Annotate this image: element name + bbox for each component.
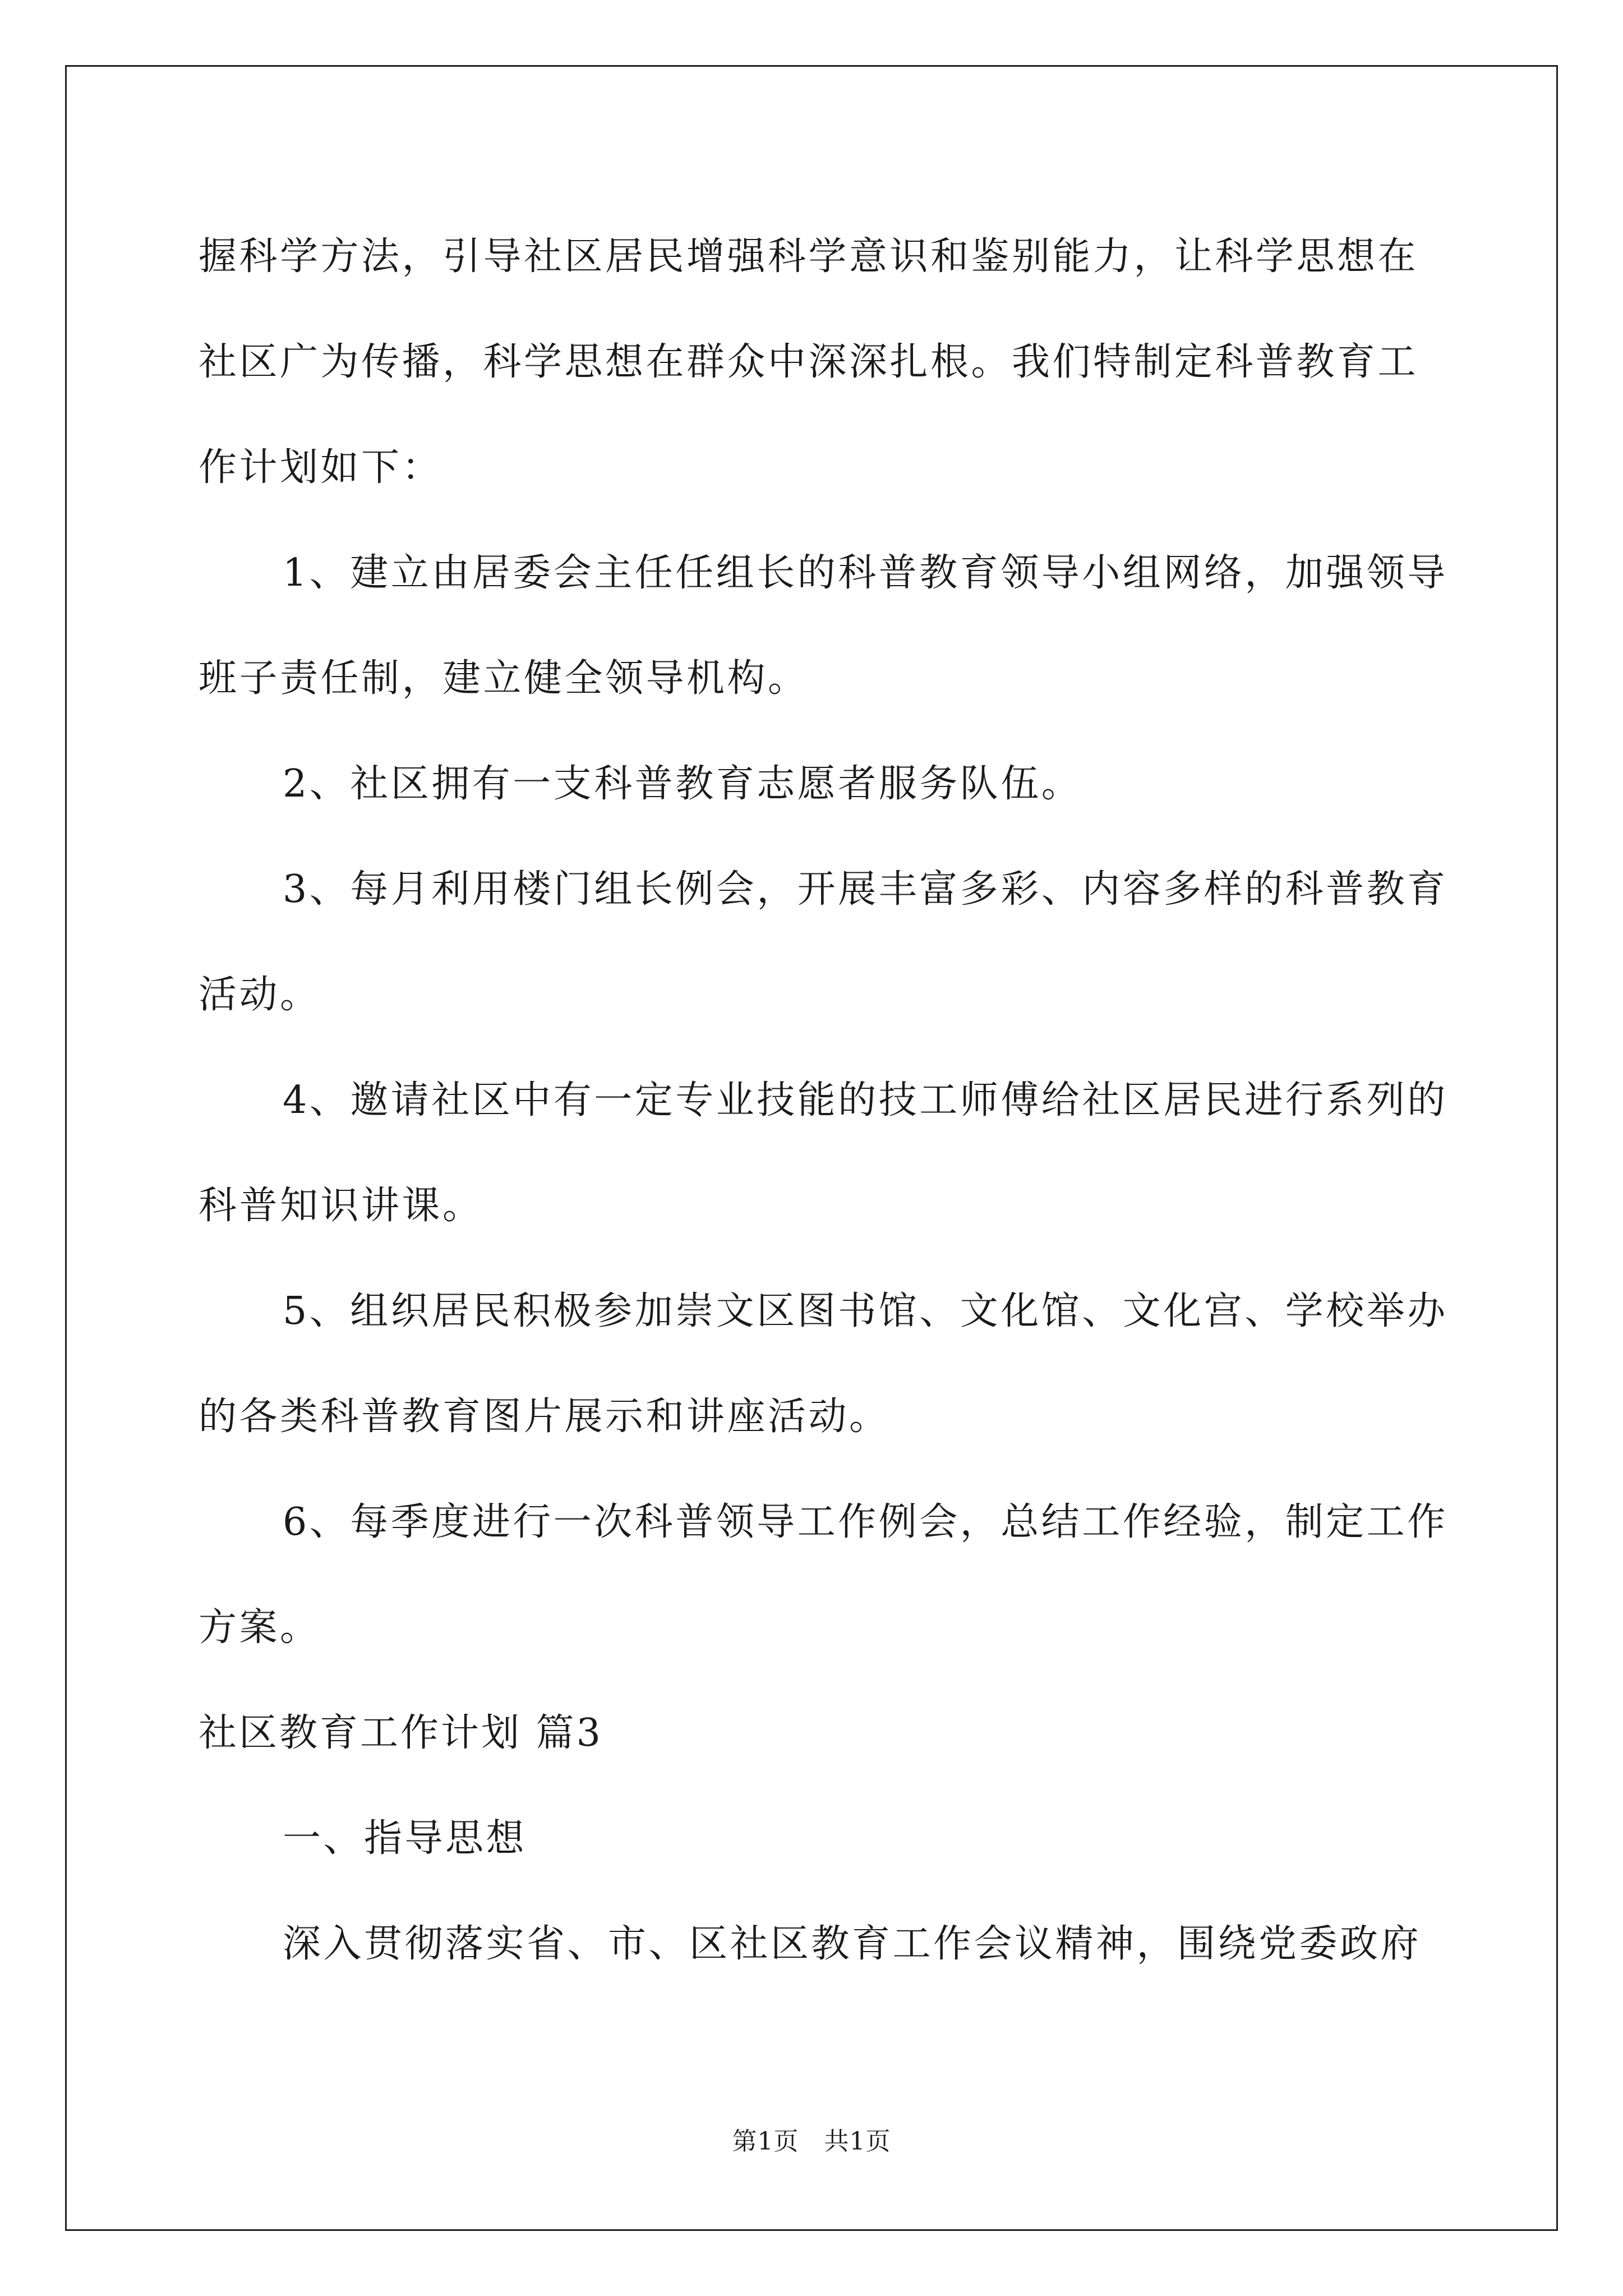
list-item-3: 3、每月利用楼门组长例会，开展丰富多彩、内容多样的科普教育 xyxy=(283,867,1448,912)
paragraph-line: 科普知识讲课。 xyxy=(199,1184,483,1228)
paragraph-line: 社区广为传播，科学思想在群众中深深扎根。我们特制定科普教育工 xyxy=(199,340,1419,384)
list-item-4: 4、邀请社区中有一定专业技能的技工师傅给社区居民进行系列的 xyxy=(283,1078,1448,1122)
paragraph-line: 的各类科普教育图片展示和讲座活动。 xyxy=(199,1395,890,1439)
paragraph-line: 方案。 xyxy=(199,1605,321,1650)
subsection-heading: 一、指导思想 xyxy=(283,1816,527,1861)
document-body xyxy=(199,204,1448,1997)
paragraph-line: 握科学方法，引导社区居民增强科学意识和鉴别能力，让科学思想在 xyxy=(199,234,1419,279)
paragraph-line: 深入贯彻落实省、市、区社区教育工作会议精神，围绕党委政府 xyxy=(283,1922,1422,1966)
list-item-1: 1、建立由居委会主任任组长的科普教育领导小组网络，加强领导 xyxy=(283,551,1448,595)
list-item-5: 5、组织居民积极参加崇文区图书馆、文化馆、文化宫、学校举办 xyxy=(283,1289,1448,1333)
paragraph-line: 班子责任制，建立健全领导机构。 xyxy=(199,656,809,701)
list-item-2: 2、社区拥有一支科普教育志愿者服务队伍。 xyxy=(283,762,1082,806)
list-item-6: 6、每季度进行一次科普领导工作例会，总结工作经验，制定工作 xyxy=(283,1500,1448,1544)
paragraph-line: 活动。 xyxy=(199,973,321,1017)
section-heading: 社区教育工作计划 篇3 xyxy=(199,1711,603,1755)
page-number: 第1页 共1页 xyxy=(732,2127,891,2156)
paragraph-line: 作计划如下： xyxy=(199,445,443,490)
